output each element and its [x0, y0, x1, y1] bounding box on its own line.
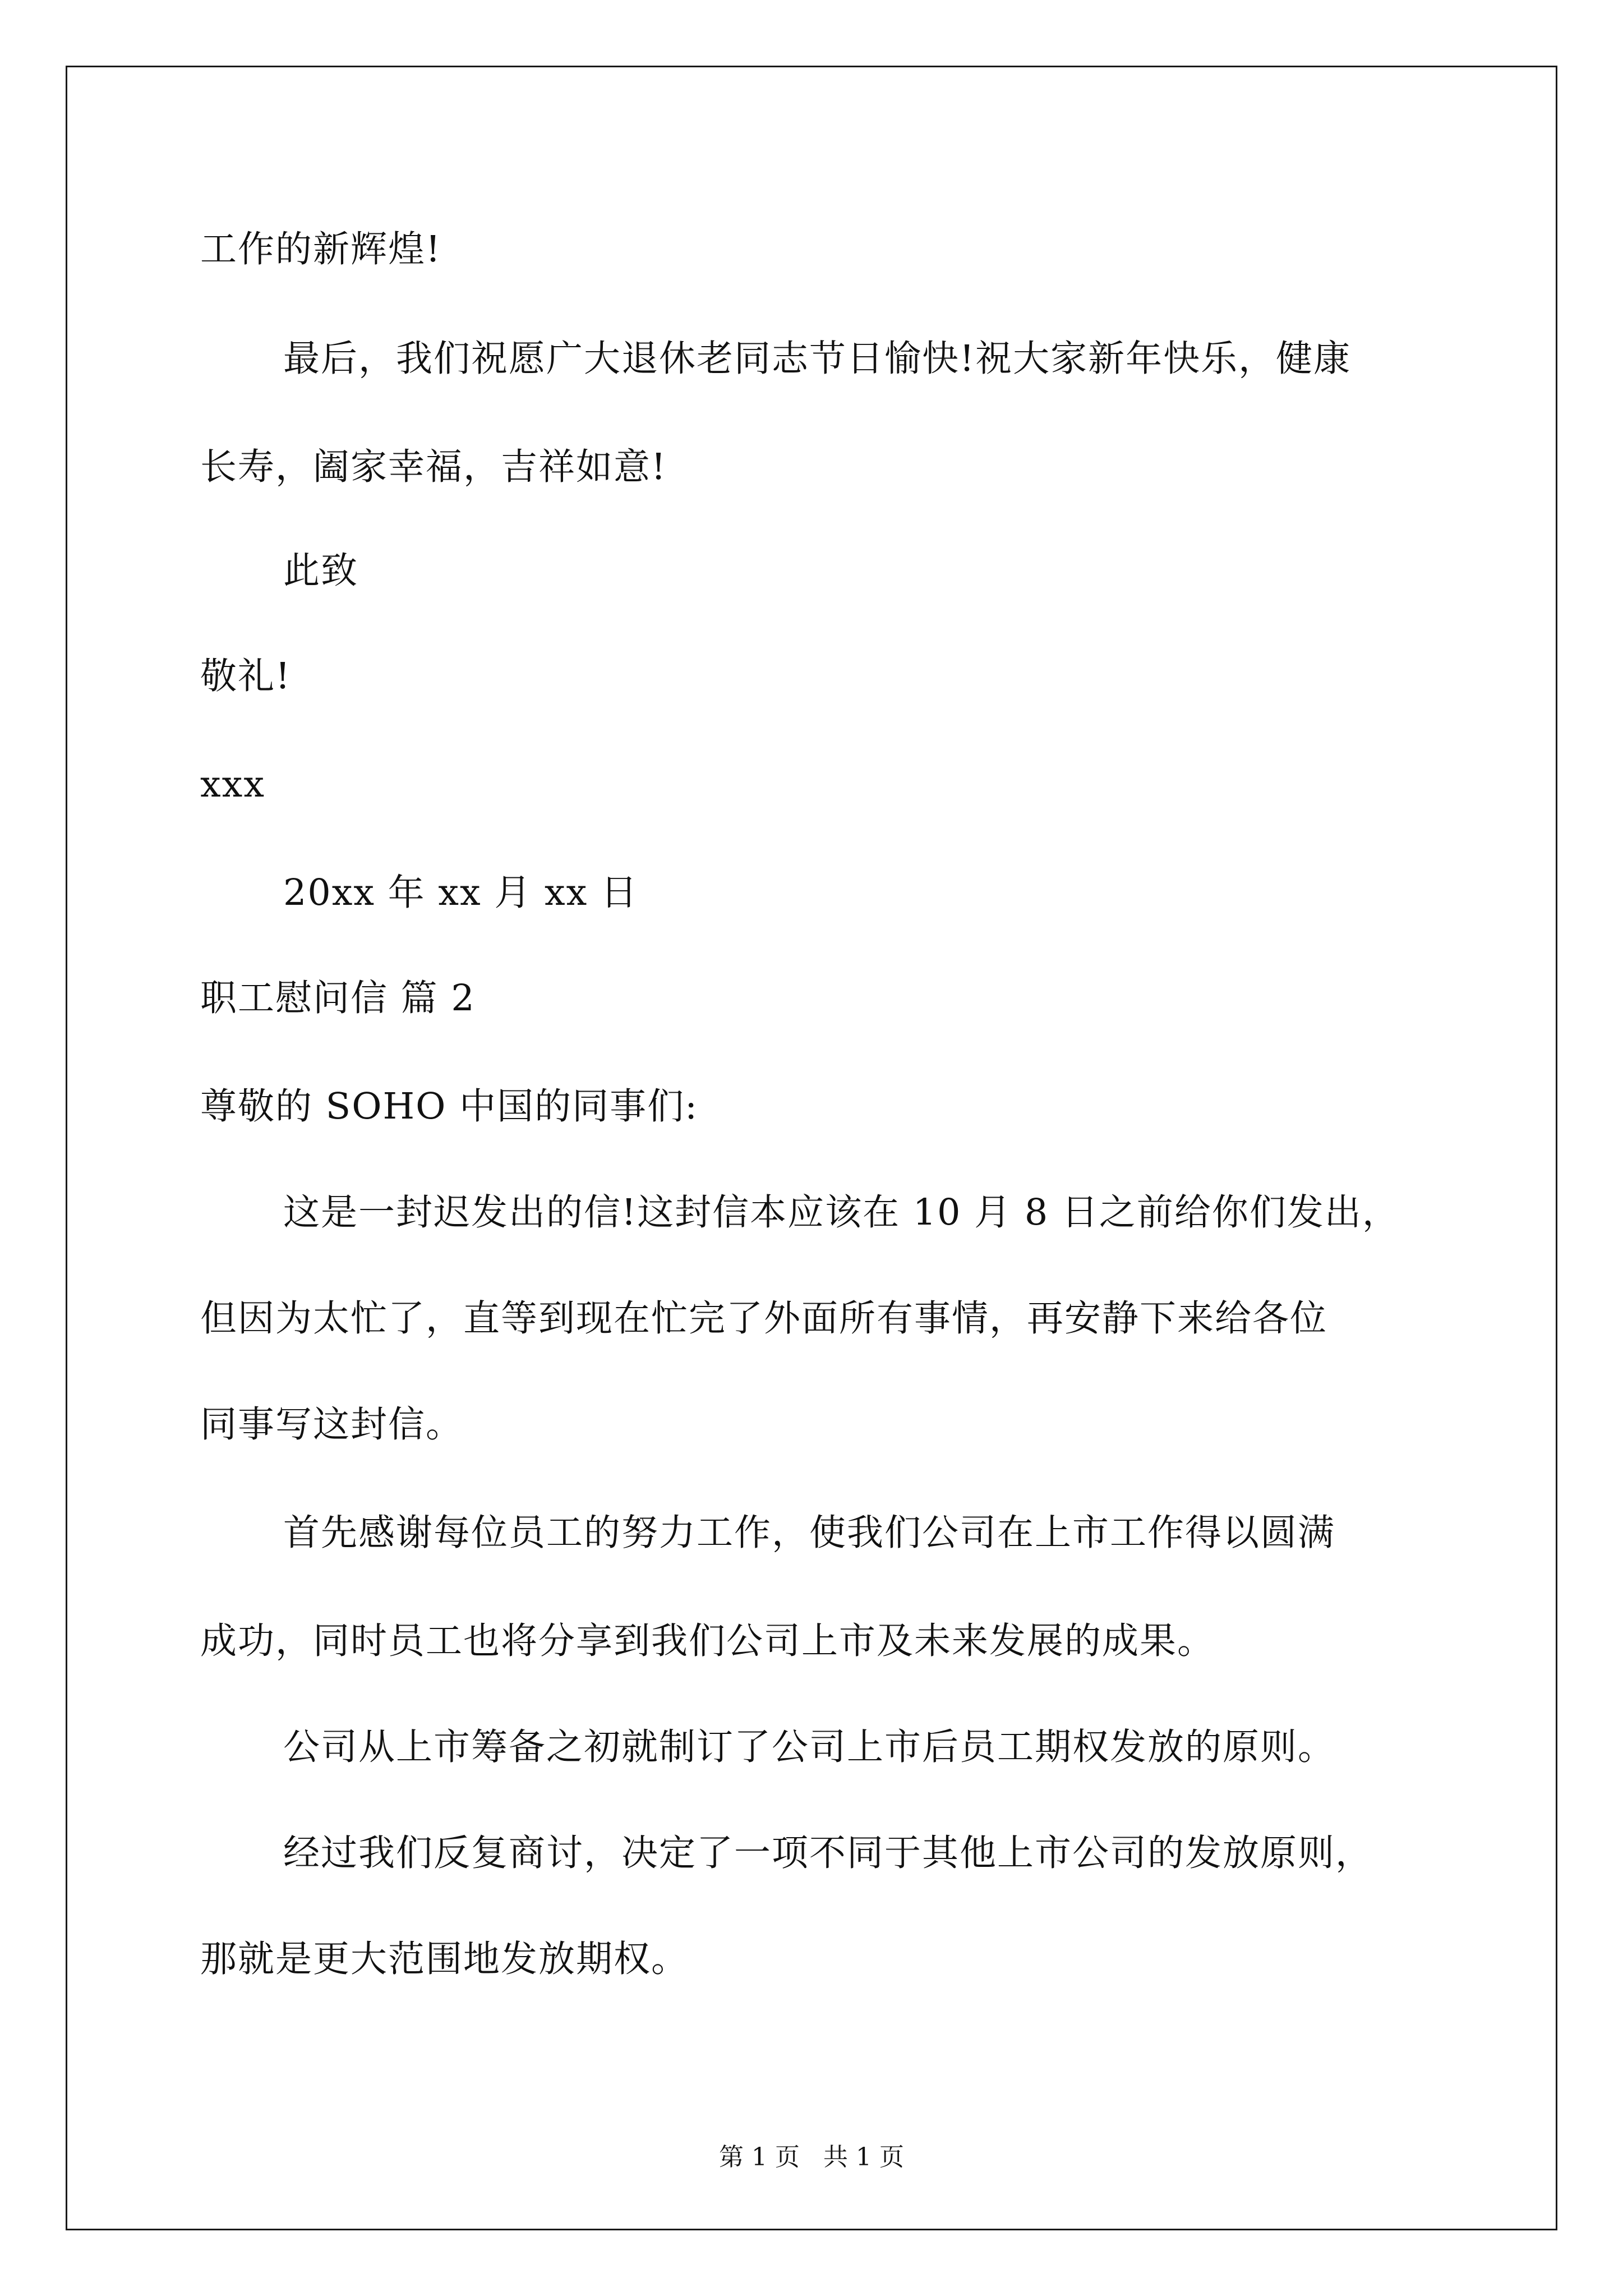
body-line-11: 那就是更大范围地发放期权。 — [200, 1938, 689, 1980]
body-line-10: 经过我们反复商讨，决定了一项不同于其他上市公司的发放原则， — [283, 1832, 1373, 1874]
body-line-7: 首先感谢每位员工的努力工作，使我们公司在上市工作得以圆满 — [283, 1512, 1336, 1554]
date-line: 20xx 年 xx 月 xx 日 — [283, 872, 638, 914]
body-line-2: 最后，我们祝愿广大退休老同志节日愉快!祝大家新年快乐，健康 — [283, 338, 1352, 380]
body-line-1: 工作的新辉煌! — [200, 228, 442, 270]
page-border — [66, 66, 1557, 2230]
body-line-6: 同事写这封信。 — [200, 1404, 464, 1446]
signature-line: xxx — [200, 763, 265, 806]
page-number-footer: 第 1 页 共 1 页 — [719, 2143, 904, 2171]
greeting-line: 尊敬的 SOHO 中国的同事们: — [200, 1085, 699, 1128]
body-line-8: 成功，同时员工也将分享到我们公司上市及未来发展的成果。 — [200, 1620, 1215, 1662]
body-line-4: 这是一封迟发出的信!这封信本应该在 10 月 8 日之前给你们发出， — [283, 1191, 1400, 1234]
salutation-line: 此致 — [283, 550, 359, 592]
body-line-3: 长寿，阖家幸福，吉祥如意! — [200, 446, 667, 488]
section-heading: 职工慰问信 篇 2 — [200, 977, 476, 1019]
closing-line: 敬礼! — [200, 655, 292, 697]
body-line-5: 但因为太忙了，直等到现在忙完了外面所有事情，再安静下来给各位 — [200, 1297, 1328, 1340]
body-line-9: 公司从上市筹备之初就制订了公司上市后员工期权发放的原则。 — [283, 1726, 1336, 1768]
